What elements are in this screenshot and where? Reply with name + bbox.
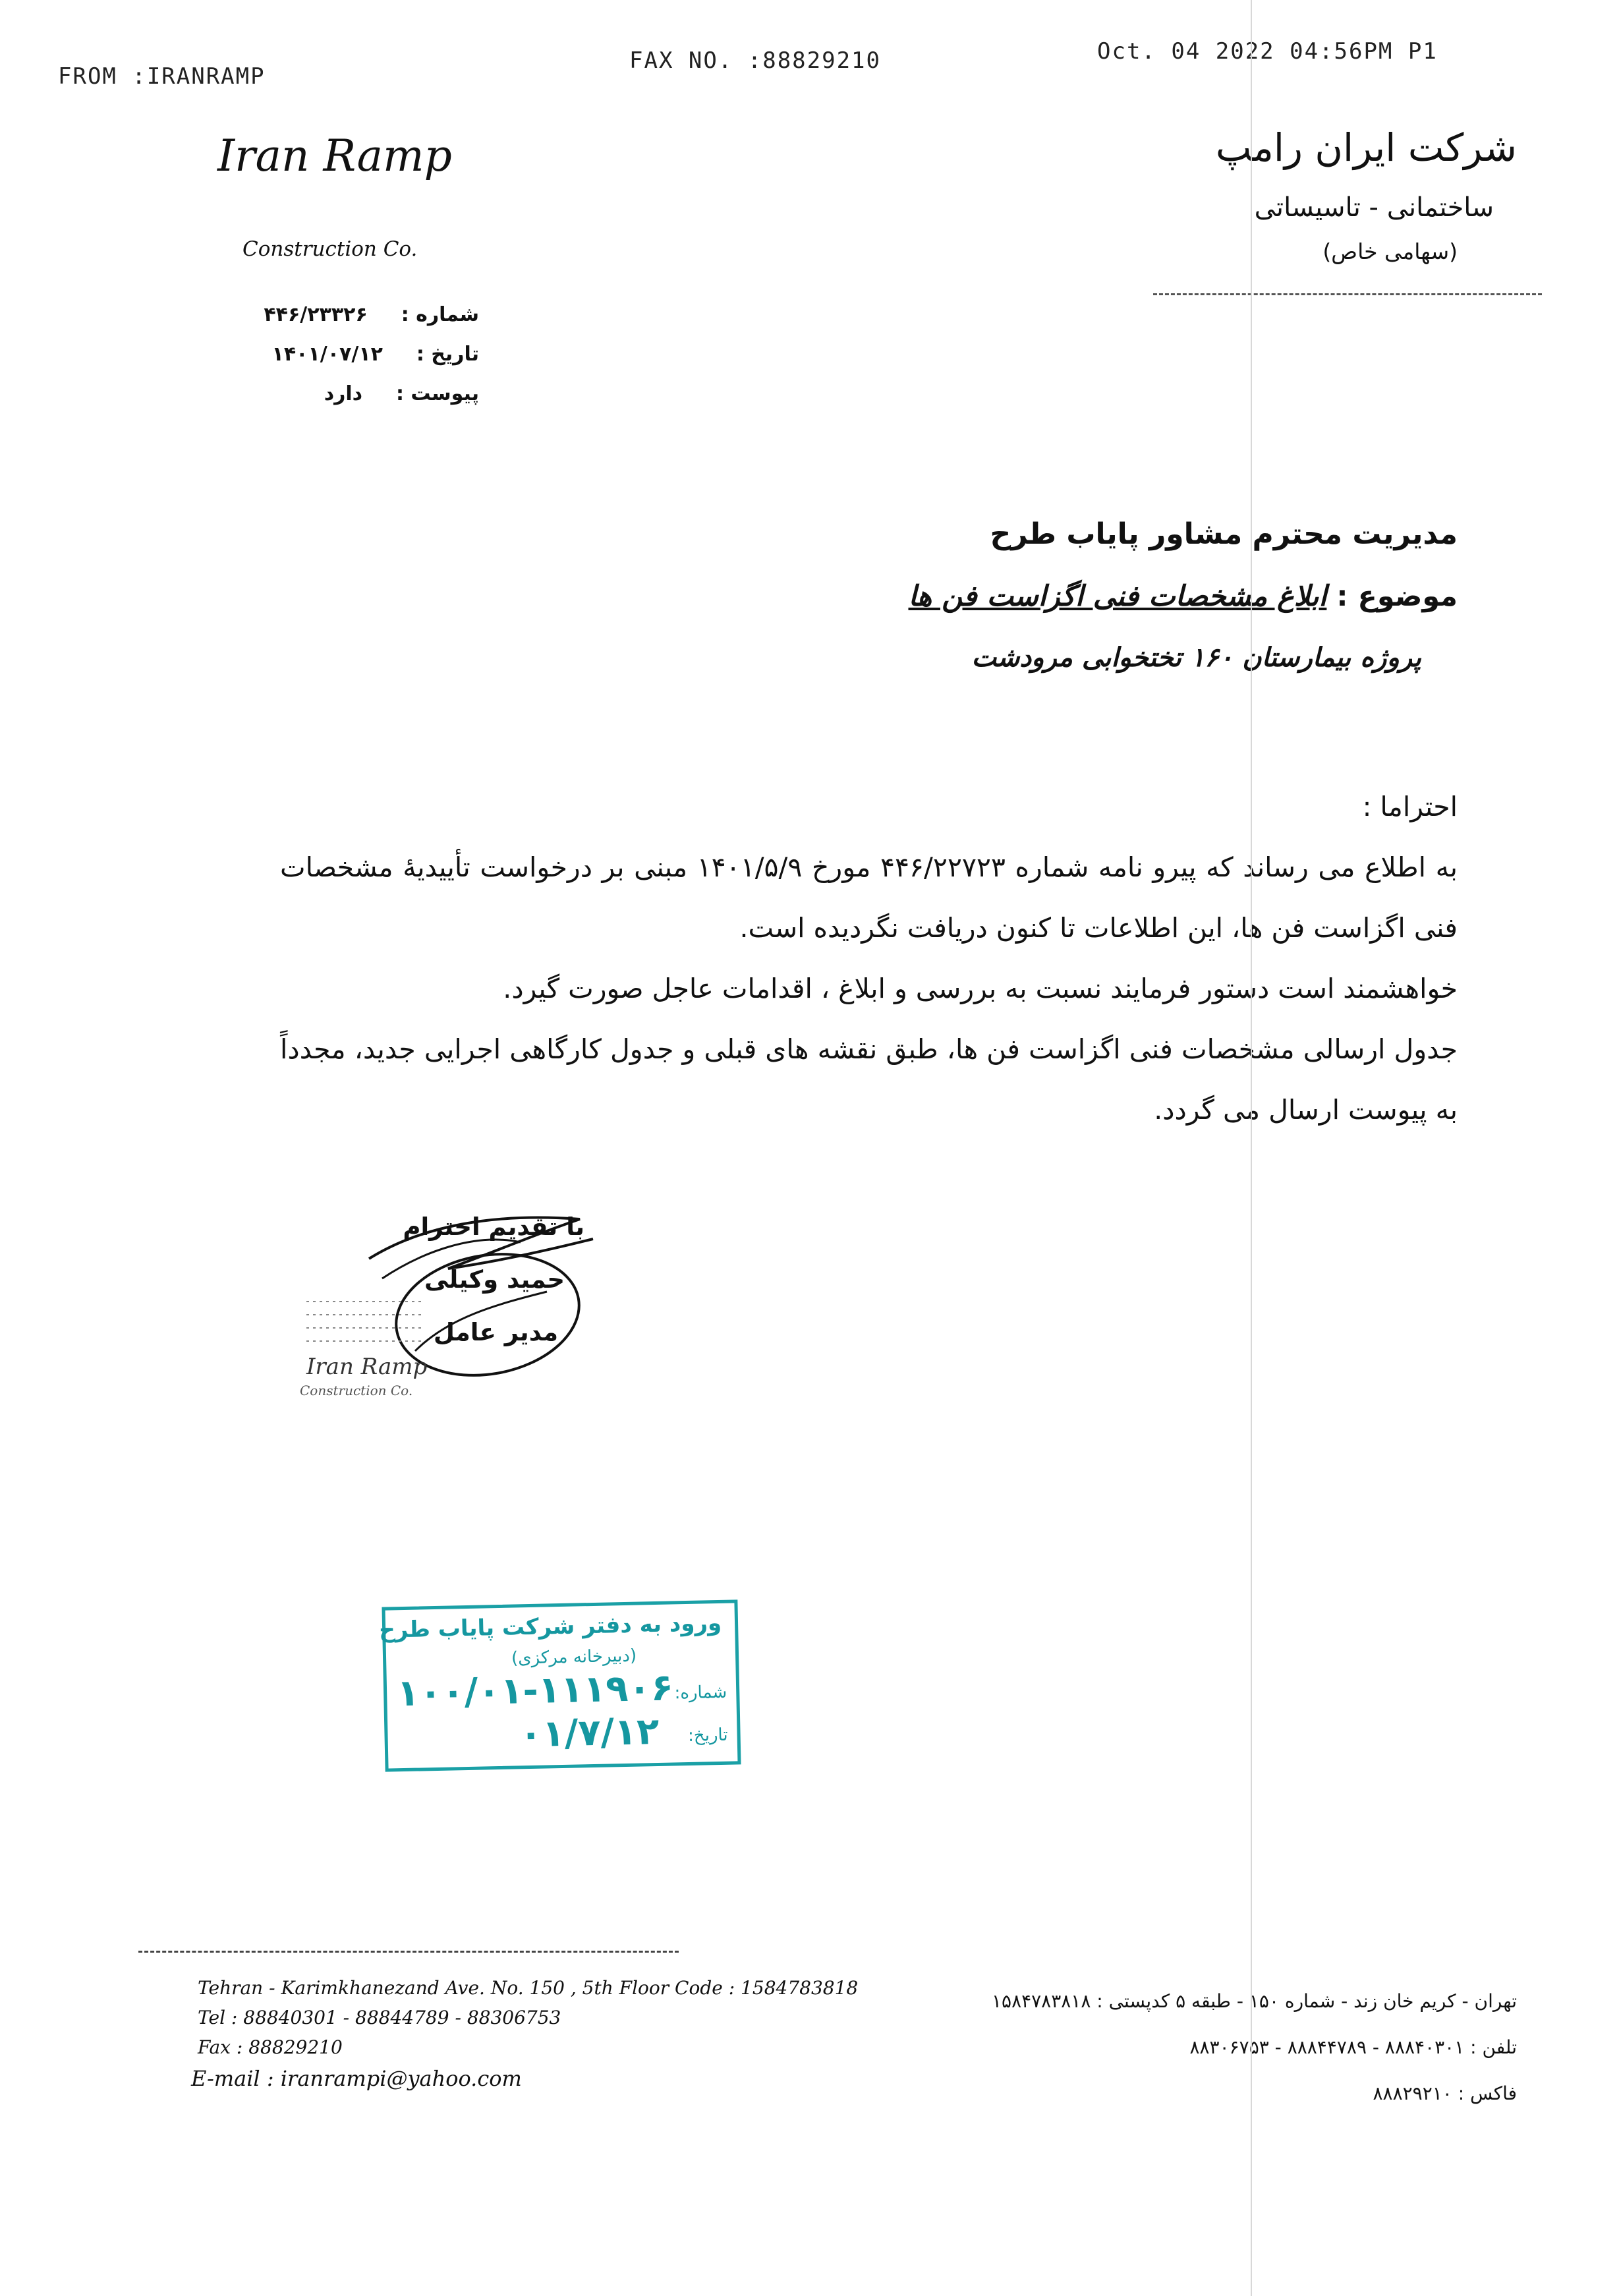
company-type-fa: ساختمانی - تاسیساتی [1254,192,1494,223]
paragraph-1: به اطلاع می رساند که پیرو نامه شماره ۴۴۶/۲۲۷۲۳ مورخ ۱۴۰۱/۵/۹ مبنی بر درخواست تأییدیهٔ مشخصات فنی اگزاست فن ها، این اطلاعات تا کنون دریافت نگردیده است. [280,851,1458,944]
company-seal-faint [293,1288,662,1400]
signer-name: حمید وکیلی [424,1265,565,1294]
fax-from: FROM :IRANRAMP [58,63,266,90]
meta-date-value: ۱۴۰۱/۰۷/۱۲ [271,343,383,366]
header-divider [1153,293,1542,295]
recipient: مدیریت محترم مشاور پایاب طرح [990,517,1458,551]
scan-artefact-line [1251,0,1252,2296]
footer-address-en: Tehran - Karimkhanezand Ave. No. 150 , 5th Floor Code : 1584783818 [198,1977,859,1999]
meta-date-label: تاریخ : [416,343,479,366]
paragraph-2: خواهشمند است دستور فرمایند نسبت به بررسی و ابلاغ ، اقدامات عاجل صورت گیرد. [503,973,1458,1004]
svg-text:Iran Ramp: Iran Ramp [306,1354,428,1380]
company-name-fa: شرکت ایران رامپ [1215,125,1517,170]
footer-fax-fa: فاکس : ۸۸۸۲۹۲۱۰ [1373,2082,1517,2104]
meta-number-value: ۴۴۶/۲۳۳۲۶ [264,303,368,326]
footer-fax-en: Fax : 88829210 [198,2036,343,2058]
footer-divider [138,1951,679,1953]
footer-tel-fa: تلفن : ۸۸۸۴۰۳۰۱ - ۸۸۸۴۴۷۸۹ - ۸۸۳۰۶۷۵۳ [1189,2036,1517,2058]
subject [908,580,1458,613]
signer-title: مدیر عامل [433,1318,558,1346]
stamp-date-value: ۰۱/۷/۱۲ [519,1709,660,1756]
footer-email-en: E-mail : iranrampi@yahoo.com [191,2066,522,2091]
fax-number: FAX NO. :88829210 [629,47,881,74]
meta-number-label: شماره : [401,303,479,326]
subject-label: موضوع : [1336,580,1458,613]
fax-datetime: Oct. 04 2022 04:56PM P1 [1097,38,1438,65]
incoming-mail-stamp [378,1599,741,1771]
subject-text: ابلاغ مشخصات فنی اگزاست فن ها [908,580,1327,613]
stamp-subtitle: (دبیرخانه مرکزی) [511,1646,637,1669]
stamp-number-value: ۱۰۰/۰۱-۱۱۱۹۰۶ [396,1666,674,1715]
meta-attachment-value: دارد [324,382,363,405]
svg-text:Construction Co.: Construction Co. [300,1383,413,1398]
meta-number [264,303,479,326]
paragraph-3: جدول ارسالی مشخصات فنی اگزاست فن ها، طبق نقشه های قبلی و جدول کارگاهی اجرایی جدید، مجدداً به پیوست ارسال می گردد. [280,1033,1458,1126]
closing: با تقدیم احترام [403,1213,584,1241]
stamp-date-label: تاریخ: [687,1725,728,1746]
stamp-number-label: شماره: [674,1682,727,1704]
logo-subtitle: Construction Co. [242,237,418,261]
project-title: پروژه بیمارستان ۱۶۰ تختخوابی مرودشت [971,643,1421,673]
meta-date [272,343,479,366]
logo-name: Iran Ramp [217,130,452,181]
company-status-fa: (سهامی خاص) [1322,239,1458,264]
meta-attachment [324,382,479,405]
salutation: احتراما : [1362,791,1458,822]
stamp-title: ورود به دفتر شرکت پایاب طرح [378,1609,722,1644]
footer-tel-en: Tel : 88840301 - 88844789 - 88306753 [198,2007,561,2028]
letter-body [280,837,1458,1140]
footer-address-fa: تهران - کریم خان زند - شماره ۱۵۰ - طبقه ۵ کدپستی : ۱۵۸۴۷۸۳۸۱۸ [991,1990,1517,2012]
meta-attachment-label: پیوست : [395,382,479,405]
